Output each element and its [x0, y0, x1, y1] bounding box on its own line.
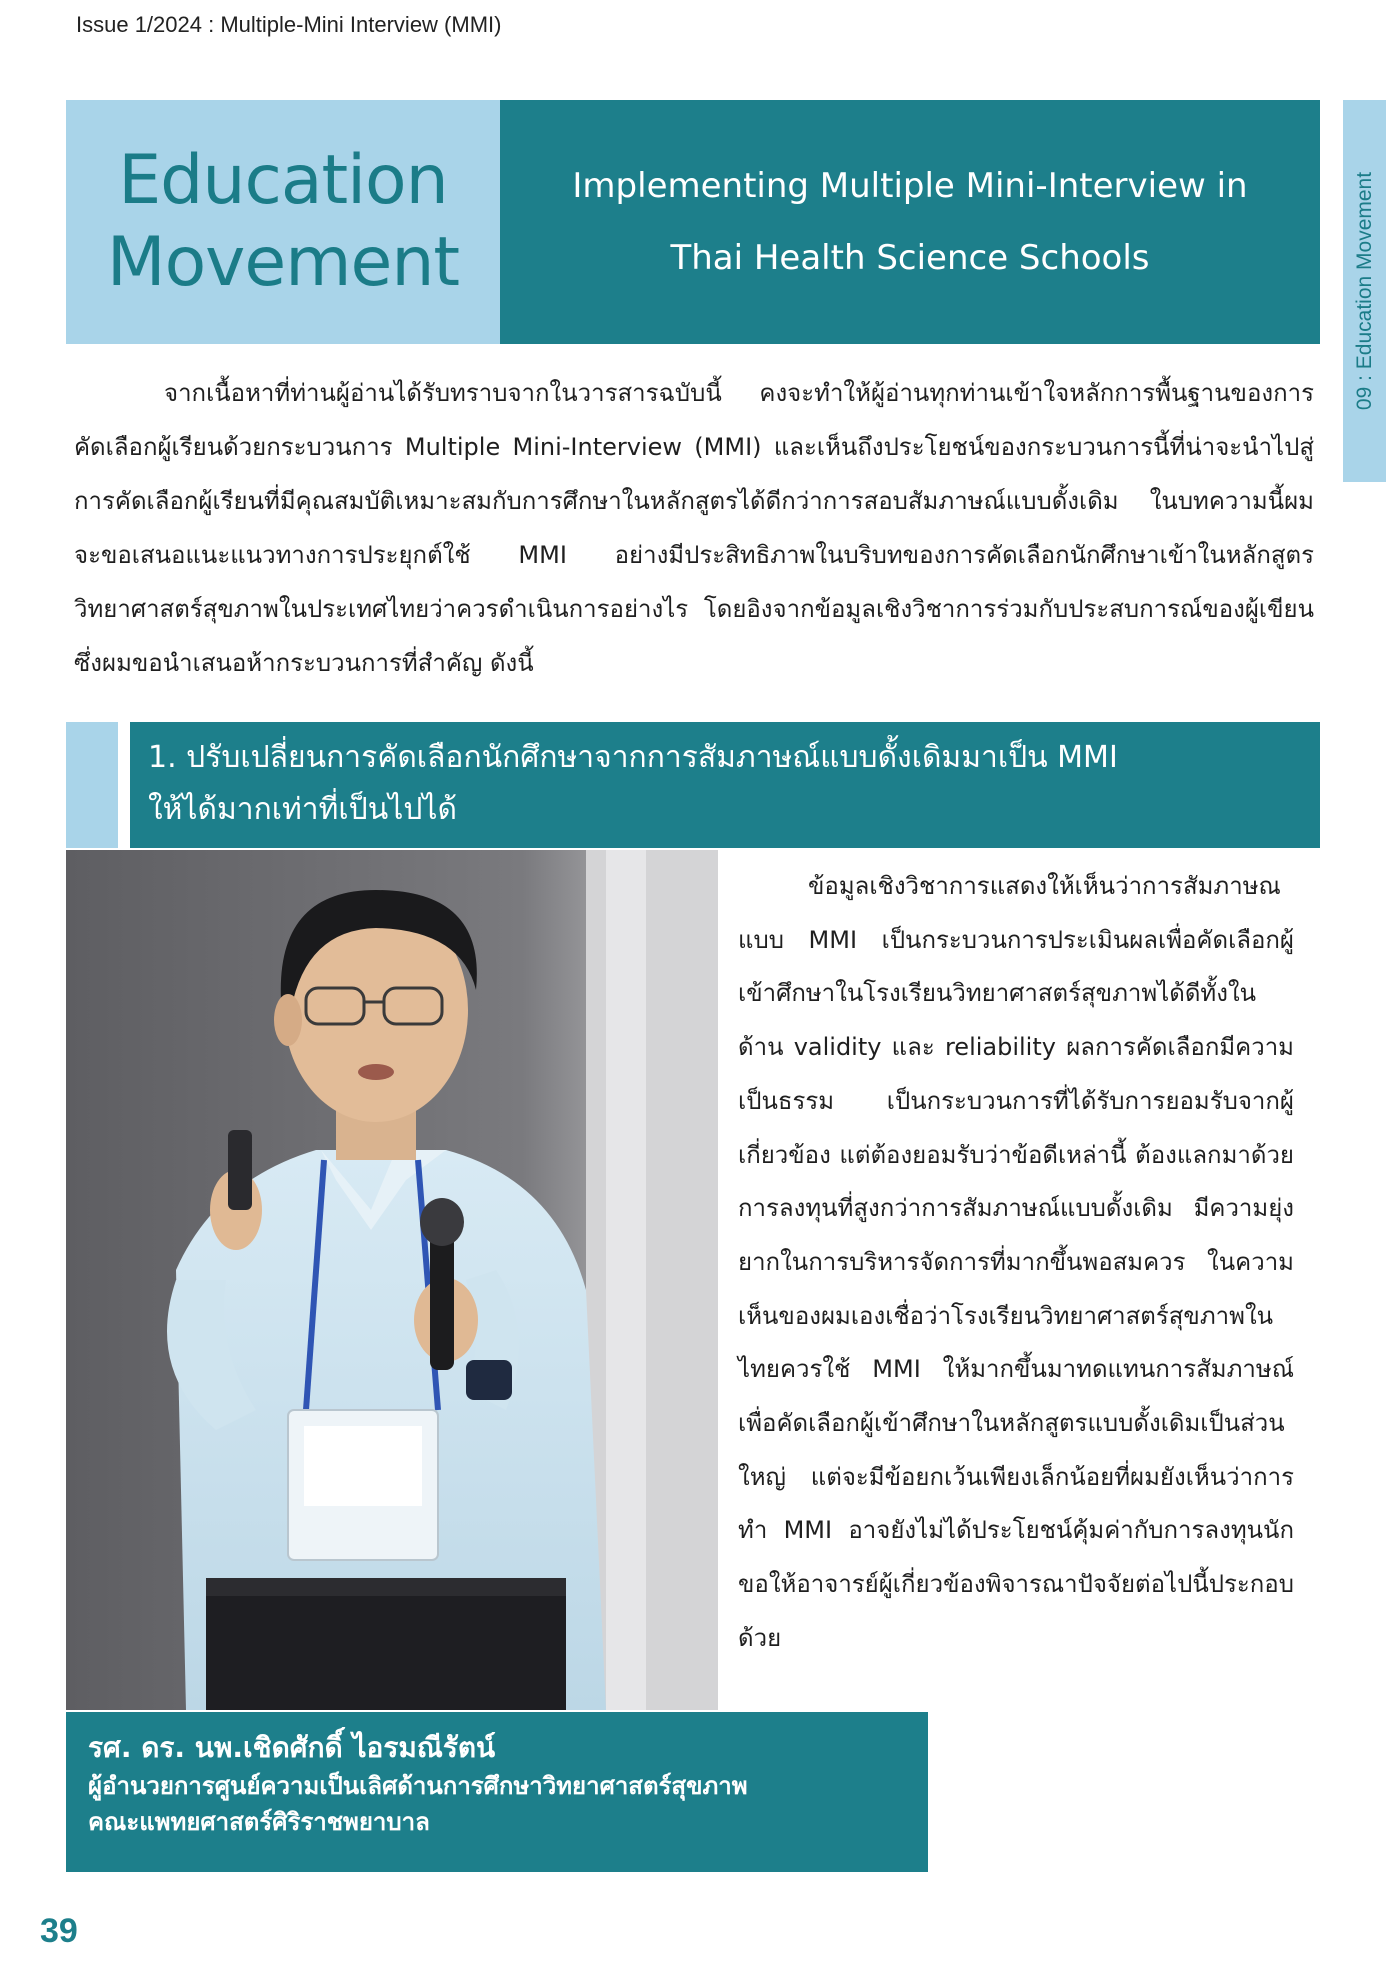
- banner-subtitle-block: [500, 100, 1320, 344]
- speaker-photo: [66, 850, 718, 1710]
- banner-title-line1: Education: [118, 141, 448, 220]
- author-affiliation: คณะแพทยศาสตร์ศิริราชพยาบาล: [88, 1808, 430, 1836]
- section-heading-accent: [66, 722, 118, 848]
- section-1-paragraph: ข้อมูลเชิงวิชาการแสดงให้เห็นว่าการสัมภาษณแบบ MMI เป็นกระบวนการประเมินผลเพื่อคัดเลือกผู้เข้าศึกษาในโรงเรียนวิทยาศาสตร์สุขภาพได้ดีทั้งในด้าน validity และ reliability ผลการคัดเลือกมีความเป็นธรรม เป็นกระบวนการที่ได้รับการยอมรับจากผู้เกี่ยวข้อง แต่ต้องยอมรับว่าข้อดีเหล่านี้ ต้องแลกมาด้วยการลงทุนที่สูงกว่าการสัมภาษณ์แบบดั้งเดิม มีความยุ่งยากในการบริหารจัดการที่มากขึ้นพอสมควร ในความเห็นของผมเองเชื่อว่าโรงเรียนวิทยาศาสตร์สุขภาพในไทยควรใช้ MMI ให้มากขึ้นมาทดแทนการสัมภาษณ์เพื่อคัดเลือกผู้เข้าศึกษาในหลักสูตรแบบดั้งเดิมเป็นส่วนใหญ่ แต่จะมีข้อยกเว้นเพียงเล็กน้อยที่ผมยังเห็นว่าการทำ MMI อาจยังไม่ได้ประโยชน์คุ้มค่ากับการลงทุนนักขอให้อาจารย์ผู้เกี่ยวข้องพิจารณาปัจจัยต่อไปนี้ประกอบด้วย: [738, 872, 1294, 1652]
- side-tab-label: 09 : Education Movement: [1352, 171, 1376, 411]
- section-1-heading-line2: ให้ได้มากเท่าที่เป็นไปได้: [148, 792, 457, 827]
- author-position: ผู้อำนวยการศูนย์ความเป็นเลิศด้านการศึกษาวิทยาศาสตร์สุขภาพ: [88, 1772, 748, 1800]
- article-title: [572, 150, 1247, 294]
- article-title-line1: Implementing Multiple Mini-Interview in: [572, 166, 1248, 206]
- speaker-photo-illustration: [66, 850, 718, 1710]
- banner-title-block: [66, 100, 500, 344]
- section-1-body: [738, 860, 1294, 1666]
- section-1-heading: [130, 722, 1320, 848]
- intro-paragraph: จากเนื้อหาที่ท่านผู้อ่านได้รับทราบจากในวารสารฉบับนี้ คงจะทำให้ผู้อ่านทุกท่านเข้าใจหลักการพื้นฐานของการคัดเลือกผู้เรียนด้วยกระบวนการ Multiple Mini-Interview (MMI) และเห็นถึงประโยชน์ของกระบวนการนี้ที่น่าจะนำไปสู่การคัดเลือกผู้เรียนที่มีคุณสมบัติเหมาะสมกับการศึกษาในหลักสูตรได้ดีกว่าการสอบสัมภาษณ์แบบดั้งเดิม ในบทความนี้ผมจะขอเสนอแนะแนวทางการประยุกต์ใช้ MMI อย่างมีประสิทธิภาพในบริบทของการคัดเลือกนักศึกษาเข้าในหลักสูตรวิทยาศาสตร์สุขภาพในประเทศไทยว่าควรดำเนินการอย่างไร โดยอิงจากข้อมูลเชิงวิชาการร่วมกับประสบการณ์ของผู้เขียน ซึ่งผมขอนำเสนอห้ากระบวนการที่สำคัญ ดังนี้: [74, 379, 1314, 677]
- banner-title: [107, 140, 459, 304]
- photo-caption: [66, 1712, 928, 1872]
- page-number: 39: [40, 1912, 78, 1950]
- intro-section: [74, 366, 1314, 690]
- banner-title-line2: Movement: [106, 223, 460, 302]
- section-1-heading-line1: 1. ปรับเปลี่ยนการคัดเลือกนักศึกษาจากการสัมภาษณ์แบบดั้งเดิมมาเป็น MMI: [148, 740, 1118, 775]
- author-name: รศ. ดร. นพ.เชิดศักดิ์ ไอรมณีรัตน์: [88, 1731, 496, 1764]
- section-side-tab: [1343, 100, 1386, 482]
- issue-header: Issue 1/2024 : Multiple-Mini Interview (MMI): [76, 12, 502, 37]
- article-title-line2: Thai Health Science Schools: [670, 238, 1150, 278]
